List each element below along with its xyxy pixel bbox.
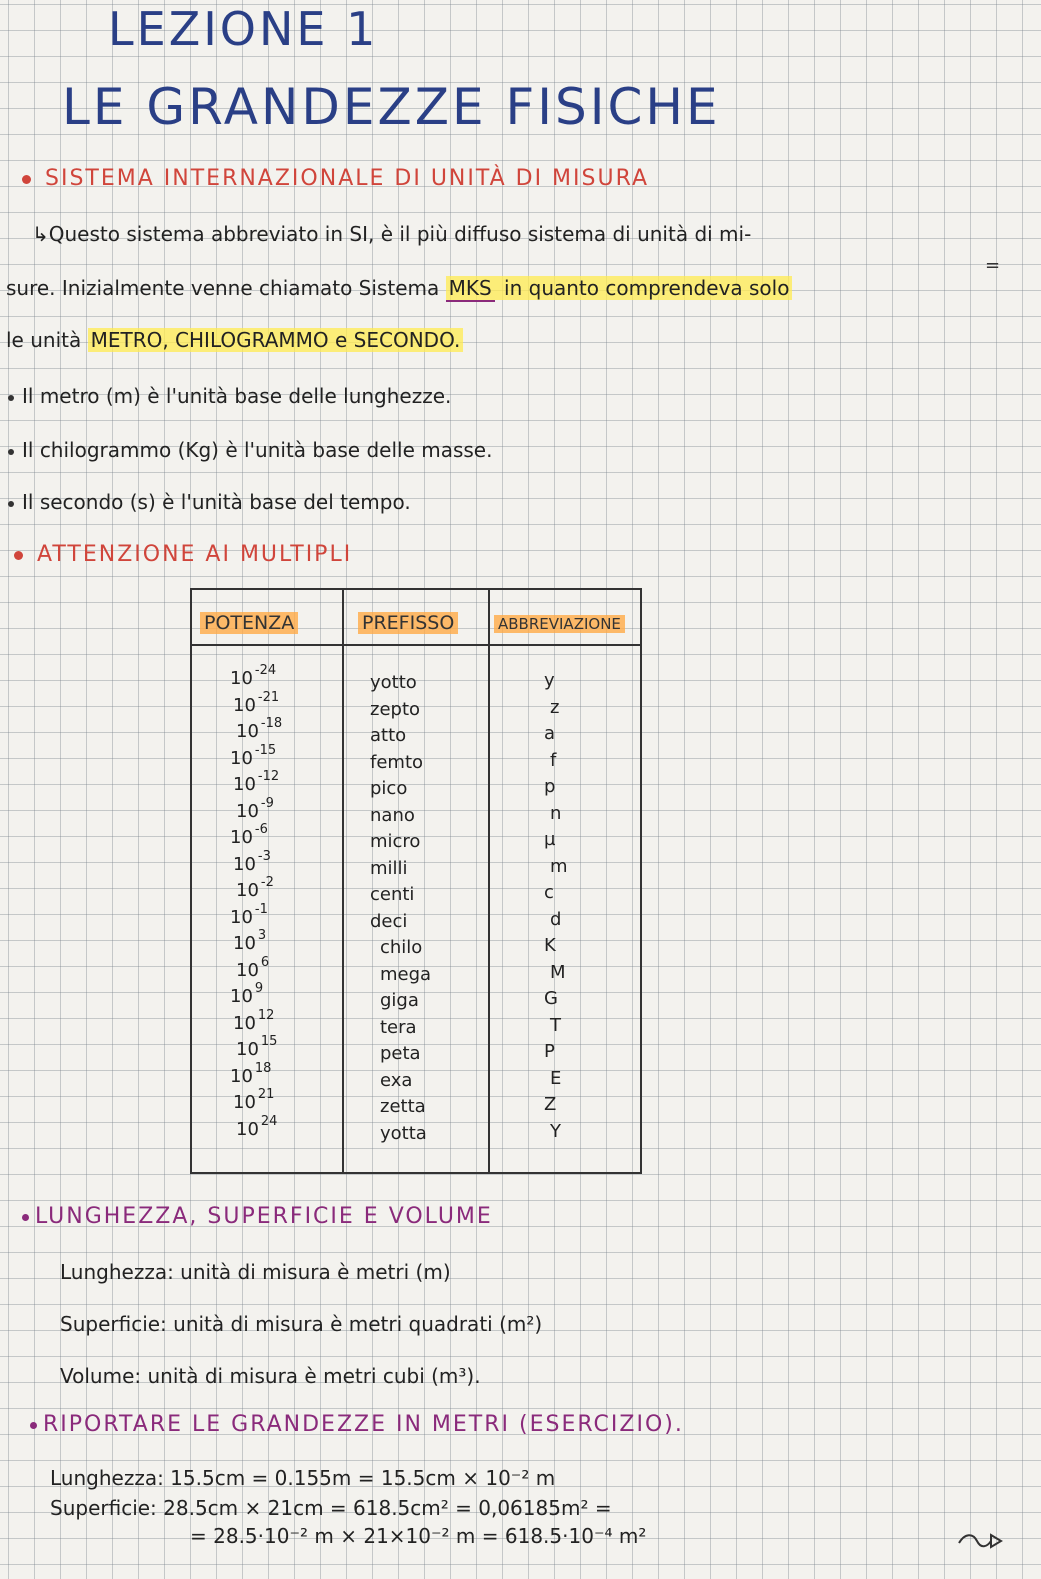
- table-cell-abbreviazione: E: [550, 1067, 562, 1089]
- table-divider: [488, 590, 490, 1172]
- table-cell-potenza: [236, 716, 283, 742]
- si-p2-post: in quanto comprendeva solo: [495, 276, 793, 300]
- potenza-base: 10: [230, 906, 253, 928]
- table-cell-abbreviazione: d: [550, 908, 562, 930]
- potenza-base: 10: [236, 959, 259, 981]
- si-paragraph-line-3: [6, 328, 463, 352]
- potenza-base: 10: [233, 933, 256, 954]
- table-cell-prefisso: giga: [380, 990, 419, 1011]
- potenza-exponent: -21: [257, 689, 280, 705]
- bullet-dot-icon: [14, 551, 23, 560]
- table-cell-prefisso: mega: [380, 963, 432, 985]
- potenza-exponent: 3: [257, 928, 267, 943]
- page-title: LE GRANDEZZE FISICHE: [62, 78, 721, 136]
- bullet-dot-icon: [22, 1214, 29, 1221]
- potenza-exponent: -15: [254, 742, 277, 758]
- table-cell-potenza: [233, 689, 280, 716]
- table-cell-potenza: [233, 848, 271, 875]
- potenza-base: 10: [233, 1092, 256, 1113]
- potenza-exponent: -3: [257, 848, 271, 864]
- table-cell-potenza: [236, 1113, 278, 1140]
- table-cell-abbreviazione: Z: [544, 1094, 557, 1115]
- exercise-line-2: Superficie: 28.5cm × 21cm = 618.5cm² = 0,06185m² =: [50, 1496, 612, 1520]
- table-cell-abbreviazione: P: [544, 1041, 555, 1062]
- potenza-base: 10: [236, 1118, 259, 1140]
- potenza-base: 10: [233, 774, 256, 795]
- table-cell-potenza: [230, 663, 277, 689]
- table-cell-abbreviazione: µ: [544, 829, 556, 850]
- prefix-table: [190, 588, 642, 1174]
- potenza-exponent: -18: [260, 716, 283, 731]
- table-cell-prefisso: nano: [370, 804, 415, 826]
- potenza-base: 10: [230, 827, 253, 848]
- table-cell-potenza: [236, 1034, 278, 1060]
- table-cell-abbreviazione: M: [550, 961, 566, 983]
- header-abbreviazione: ABBREVIAZIONE: [494, 615, 625, 633]
- table-cell-potenza: [233, 1087, 275, 1113]
- table-cell-prefisso: yotta: [380, 1122, 427, 1144]
- table-cell-prefisso: zepto: [370, 698, 421, 720]
- si-units-highlight: METRO, CHILOGRAMMO e SECONDO.: [88, 328, 464, 352]
- lsv-heading-text: LUNGHEZZA, SUPERFICIE E VOLUME: [35, 1204, 493, 1229]
- bullet-dot-icon: [8, 449, 14, 455]
- potenza-base: 10: [230, 747, 253, 769]
- table-cell-potenza: [230, 822, 268, 848]
- exercise-section-heading: [30, 1412, 684, 1437]
- potenza-exponent: -9: [260, 795, 274, 811]
- si-heading-text: SISTEMA INTERNAZIONALE DI UNITÀ DI MISURA: [45, 166, 650, 191]
- table-cell-abbreviazione: n: [550, 802, 562, 824]
- potenza-exponent: 15: [260, 1034, 278, 1049]
- table-cell-potenza: [233, 928, 267, 954]
- table-cell-prefisso: centi: [370, 884, 415, 905]
- potenza-base: 10: [233, 853, 256, 875]
- exercise-line-3: = 28.5·10⁻² m × 21×10⁻² m = 618.5·10⁻⁴ m²: [190, 1524, 647, 1548]
- potenza-exponent: 18: [254, 1060, 272, 1076]
- lesson-title: LEZIONE 1: [108, 2, 379, 56]
- table-cell-abbreviazione: c: [544, 882, 554, 903]
- si-bullet-3: [8, 490, 411, 514]
- si-bullet-3-text: Il secondo (s) è l'unità base del tempo.: [22, 490, 411, 514]
- potenza-exponent: 9: [254, 981, 264, 996]
- table-cell-abbreviazione: y: [544, 670, 555, 691]
- table-cell-abbreviazione: p: [544, 776, 556, 797]
- table-cell-abbreviazione: T: [550, 1014, 561, 1036]
- potenza-exponent: -12: [257, 769, 280, 784]
- table-cell-prefisso: zetta: [380, 1096, 426, 1117]
- potenza-exponent: -2: [260, 875, 274, 890]
- multipli-heading-text: ATTENZIONE AI MULTIPLI: [37, 542, 353, 567]
- potenza-base: 10: [230, 986, 253, 1007]
- potenza-base: 10: [236, 721, 259, 742]
- potenza-base: 10: [236, 1039, 259, 1060]
- table-cell-abbreviazione: Y: [550, 1120, 561, 1142]
- potenza-base: 10: [230, 668, 253, 689]
- potenza-exponent: 21: [257, 1087, 275, 1102]
- table-cell-potenza: [233, 1007, 275, 1034]
- table-header-rule: [192, 644, 640, 646]
- bullet-dot-icon: [30, 1422, 37, 1429]
- table-cell-prefisso: yotto: [370, 672, 417, 693]
- table-cell-prefisso: peta: [380, 1043, 421, 1064]
- header-prefisso: PREFISSO: [358, 612, 458, 634]
- table-cell-prefisso: micro: [370, 831, 421, 852]
- exercise-line-1: Lunghezza: 15.5cm = 0.155m = 15.5cm × 10⁻² m: [50, 1466, 556, 1490]
- bullet-dot-icon: [22, 175, 31, 184]
- si-paragraph-line-2: [6, 276, 792, 300]
- table-cell-prefisso: femto: [370, 751, 424, 773]
- multipli-section-heading: [14, 542, 352, 567]
- potenza-exponent: -24: [254, 663, 277, 678]
- potenza-base: 10: [230, 1065, 253, 1087]
- table-cell-potenza: [236, 875, 274, 901]
- potenza-base: 10: [236, 880, 259, 901]
- si-p2-pre: sure. Inizialmente venne chiamato Sistema: [6, 276, 446, 300]
- table-cell-abbreviazione: a: [544, 723, 556, 744]
- potenza-exponent: -6: [254, 822, 268, 837]
- bullet-dot-icon: [8, 395, 14, 401]
- table-cell-potenza: [236, 795, 274, 822]
- table-divider: [342, 590, 344, 1172]
- table-cell-potenza: [230, 1060, 272, 1087]
- table-cell-abbreviazione: m: [550, 855, 568, 877]
- bullet-dot-icon: [8, 501, 14, 507]
- si-section-heading: [22, 166, 649, 191]
- si-bullet-2: [8, 438, 492, 462]
- lsv-line-superficie: Superficie: unità di misura è metri quadrati (m²): [60, 1312, 543, 1336]
- potenza-base: 10: [236, 800, 259, 822]
- header-potenza: POTENZA: [200, 612, 298, 634]
- exercise-heading-text: RIPORTARE LE GRANDEZZE IN METRI (ESERCIZIO).: [43, 1412, 684, 1437]
- si-bullet-1-text: Il metro (m) è l'unità base delle lunghezze.: [22, 384, 452, 408]
- table-cell-prefisso: milli: [370, 857, 408, 879]
- table-cell-potenza: [233, 769, 280, 795]
- table-cell-potenza: [230, 901, 268, 928]
- potenza-exponent: 24: [260, 1113, 278, 1129]
- si-p3-pre: le unità: [6, 328, 88, 352]
- potenza-base: 10: [233, 694, 256, 716]
- table-cell-potenza: [230, 981, 264, 1007]
- potenza-exponent: -1: [254, 901, 268, 917]
- si-bullet-2-text: Il chilogrammo (Kg) è l'unità base delle masse.: [22, 438, 493, 462]
- hyphen-mark: =: [985, 255, 1001, 276]
- table-cell-prefisso: deci: [370, 910, 408, 932]
- table-cell-abbreviazione: G: [544, 988, 558, 1009]
- potenza-exponent: 12: [257, 1007, 275, 1023]
- potenza-base: 10: [233, 1012, 256, 1034]
- table-cell-prefisso: pico: [370, 778, 408, 799]
- table-cell-abbreviazione: z: [550, 696, 560, 718]
- table-cell-prefisso: chilo: [380, 937, 423, 958]
- mks-label: MKS: [446, 276, 495, 302]
- table-cell-potenza: [236, 954, 270, 981]
- table-cell-prefisso: exa: [380, 1069, 413, 1091]
- table-cell-abbreviazione: K: [544, 935, 556, 956]
- lsv-line-lunghezza: Lunghezza: unità di misura è metri (m): [60, 1260, 451, 1284]
- lsv-line-volume: Volume: unità di misura è metri cubi (m³).: [60, 1364, 481, 1388]
- table-cell-potenza: [230, 742, 277, 769]
- potenza-exponent: 6: [260, 954, 270, 970]
- si-bullet-1: [8, 384, 451, 408]
- table-cell-prefisso: atto: [370, 725, 407, 746]
- continue-arrow-icon: [955, 1525, 1005, 1555]
- lsv-section-heading: [22, 1204, 493, 1229]
- si-paragraph-line-1: ↳Questo sistema abbreviato in SI, è il più diffuso sistema di unità di mi-: [32, 222, 752, 246]
- table-cell-abbreviazione: f: [550, 749, 557, 771]
- table-cell-prefisso: tera: [380, 1016, 417, 1038]
